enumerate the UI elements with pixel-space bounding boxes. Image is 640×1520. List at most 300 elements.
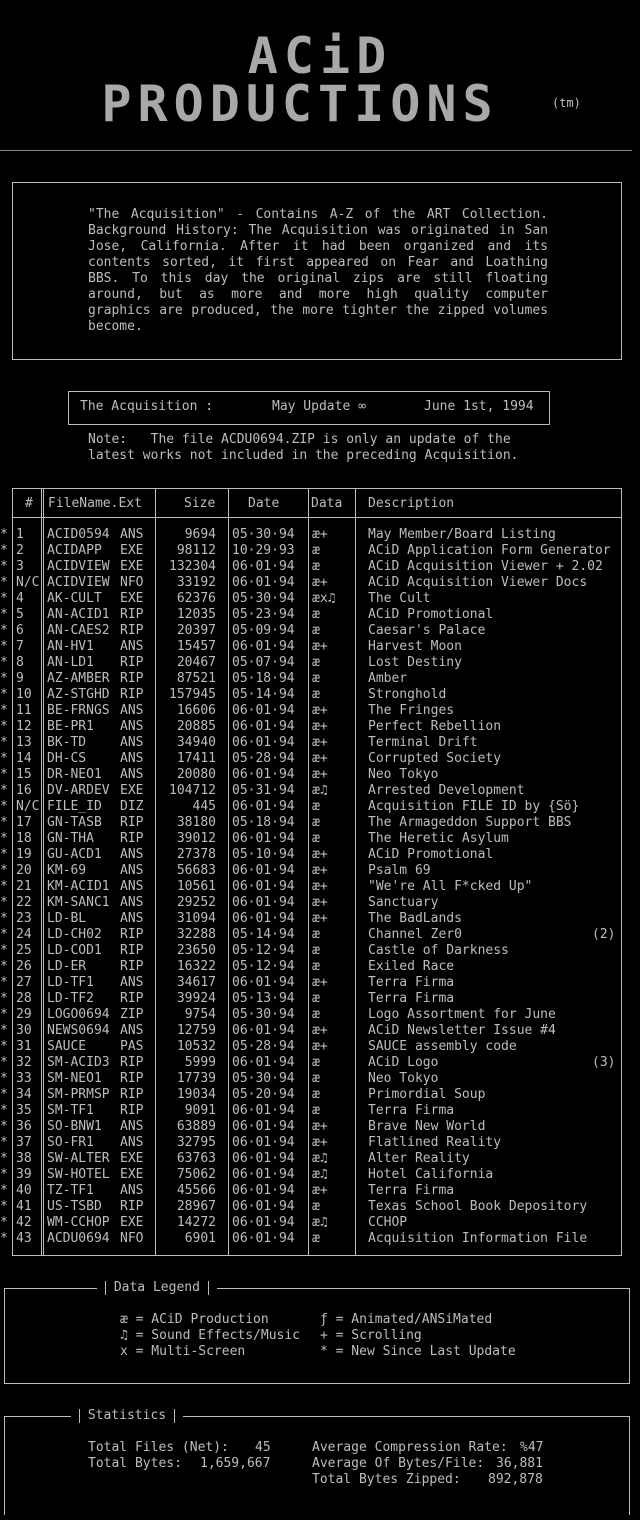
cell-desc: Neo Tokyo [368, 1071, 439, 1086]
cell-mark: * [0, 927, 8, 942]
header-num: # [25, 496, 33, 511]
cell-desc: ACiD Newsletter Issue #4 [368, 1023, 556, 1038]
legend-title-wrap [97, 1280, 217, 1295]
cell-desc: Logo Assortment for June [368, 1007, 556, 1022]
cell-desc: ACiD Logo [368, 1055, 439, 1070]
table-row [0, 831, 640, 847]
legend-item: x = Multi-Screen [120, 1344, 246, 1359]
table-row [0, 671, 640, 687]
cell-data: æ+ [312, 575, 328, 590]
cell-file: SM-TF1 [47, 1103, 94, 1118]
cell-ext: RIP [120, 1199, 144, 1214]
cell-num: 24 [16, 927, 32, 942]
cell-mark: * [0, 1007, 8, 1022]
cell-date: 05·12·94 [232, 943, 295, 958]
cell-date: 06·01·94 [232, 639, 295, 654]
cell-desc: Exiled Race [368, 959, 455, 974]
cell-desc: Stronghold [368, 687, 447, 702]
cell-mark: * [0, 1135, 8, 1150]
table-row [0, 623, 640, 639]
cell-data: æ+ [312, 703, 328, 718]
cell-data: æ [312, 831, 320, 846]
cell-date: 06·01·94 [232, 1199, 295, 1214]
cell-num: 30 [16, 1023, 32, 1038]
cell-data: æ+ [312, 767, 328, 782]
update-date: June 1st, 1994 [424, 399, 534, 414]
cell-file: ACID0594 [47, 527, 110, 542]
cell-data: æ+ [312, 735, 328, 750]
cell-ext: RIP [120, 1055, 144, 1070]
cell-desc: ACiD Application Form Generator [368, 543, 611, 558]
cell-size: 34940 [176, 735, 216, 750]
legend-box [4, 1280, 630, 1384]
cell-data: æ [312, 927, 320, 942]
cell-data: æ [312, 607, 320, 622]
cell-ext: DIZ [120, 799, 144, 814]
cell-ext: RIP [120, 1071, 144, 1086]
cell-ext: EXE [120, 783, 144, 798]
cell-data: æ+ [312, 847, 328, 862]
cell-mark: * [0, 1071, 8, 1086]
cell-desc: Terra Firma [368, 975, 455, 990]
total-files-value: 45 [255, 1440, 271, 1455]
cell-data: æ [312, 1103, 320, 1118]
table-row [0, 1007, 640, 1023]
cell-file: ACIDAPP [47, 543, 102, 558]
cell-mark: * [0, 527, 8, 542]
cell-size: 445 [192, 799, 216, 814]
cell-num: 14 [16, 751, 32, 766]
table-row [0, 799, 640, 815]
cell-num: 27 [16, 975, 32, 990]
cell-size: 28967 [176, 1199, 216, 1214]
cell-data: æ [312, 543, 320, 558]
cell-date: 05·28·94 [232, 751, 295, 766]
cell-mark: * [0, 639, 8, 654]
cell-date: 06·01·94 [232, 1167, 295, 1182]
cell-date: 05·28·94 [232, 1039, 295, 1054]
cell-mark: * [0, 1199, 8, 1214]
cell-num: 13 [16, 735, 32, 750]
cell-size: 62376 [176, 591, 216, 606]
cell-desc: Terra Firma [368, 1183, 455, 1198]
table-row [0, 591, 640, 607]
cell-file: LD-TF2 [47, 991, 94, 1006]
cell-num: 9 [16, 671, 24, 686]
table-row [0, 575, 640, 591]
table-row [0, 703, 640, 719]
cell-file: AN-CAES2 [47, 623, 110, 638]
cell-file: SAUCE [47, 1039, 87, 1054]
cell-ext: ANS [120, 1119, 144, 1134]
cell-data: æ [312, 1231, 320, 1246]
cell-ext: RIP [120, 991, 144, 1006]
cell-num: 21 [16, 879, 32, 894]
cell-num: 2 [16, 543, 24, 558]
cell-ext: RIP [120, 927, 144, 942]
cell-ext: ANS [120, 1135, 144, 1150]
header-size: Size [184, 496, 216, 511]
cell-num: 18 [16, 831, 32, 846]
cell-date: 10·29·93 [232, 543, 295, 558]
cell-ext: RIP [120, 607, 144, 622]
cell-data: æ+ [312, 895, 328, 910]
cell-num: N/C [16, 575, 40, 590]
cell-date: 05·18·94 [232, 671, 295, 686]
cell-desc: ACiD Acquisition Viewer Docs [368, 575, 588, 590]
cell-date: 06·01·94 [232, 719, 295, 734]
cell-desc: SAUCE assembly code [368, 1039, 517, 1054]
cell-desc: Hotel California [368, 1167, 494, 1182]
cell-mark: * [0, 543, 8, 558]
cell-size: 9694 [184, 527, 216, 542]
cell-date: 05·12·94 [232, 959, 295, 974]
cell-file: GU-ACD1 [47, 847, 102, 862]
header-separator [13, 517, 621, 518]
cell-data: æ [312, 687, 320, 702]
cell-num: 32 [16, 1055, 32, 1070]
cell-size: 27378 [176, 847, 216, 862]
cell-ext: ANS [120, 1023, 144, 1038]
cell-date: 06·01·94 [232, 1151, 295, 1166]
cell-size: 23650 [176, 943, 216, 958]
cell-file: ACIDVIEW [47, 575, 110, 590]
cell-ext: EXE [120, 1151, 144, 1166]
cell-desc: The Cult [368, 591, 431, 606]
cell-desc: Corrupted Society [368, 751, 502, 766]
cell-data: æ+ [312, 527, 328, 542]
table-row [0, 1087, 640, 1103]
cell-desc: Amber [368, 671, 408, 686]
cell-file: DV-ARDEV [47, 783, 110, 798]
cell-num: 7 [16, 639, 24, 654]
legend-item: æ = ACiD Production [120, 1312, 269, 1327]
cell-date: 06·01·94 [232, 831, 295, 846]
cell-mark: * [0, 1167, 8, 1182]
cell-size: 20397 [176, 623, 216, 638]
cell-date: 06·01·94 [232, 559, 295, 574]
cell-mark: * [0, 559, 8, 574]
cell-ext: NFO [120, 1231, 144, 1246]
cell-date: 06·01·94 [232, 1055, 295, 1070]
table-row [0, 975, 640, 991]
cell-ext: ANS [120, 911, 144, 926]
cell-num: 12 [16, 719, 32, 734]
cell-file: NEWS0694 [47, 1023, 110, 1038]
table-row [0, 959, 640, 975]
cell-size: 39012 [176, 831, 216, 846]
cell-extra: (3) [592, 1055, 616, 1070]
cell-data: æ♫ [312, 1215, 328, 1230]
cell-desc: Arrested Development [368, 783, 525, 798]
cell-file: AZ-STGHD [47, 687, 110, 702]
cell-file: SM-NEO1 [47, 1071, 102, 1086]
legend-item: ƒ = Animated/ANSiMated [320, 1312, 493, 1327]
cell-data: æ [312, 959, 320, 974]
cell-num: 25 [16, 943, 32, 958]
cell-date: 06·01·94 [232, 799, 295, 814]
cell-ext: ANS [120, 847, 144, 862]
cell-desc: The Fringes [368, 703, 455, 718]
cell-ext: RIP [120, 1103, 144, 1118]
cell-date: 06·01·94 [232, 1103, 295, 1118]
cell-num: 19 [16, 847, 32, 862]
cell-data: æ [312, 559, 320, 574]
table-row [0, 783, 640, 799]
cell-data: æ♫ [312, 1167, 328, 1182]
cell-mark: * [0, 831, 8, 846]
cell-data: æ♫ [312, 783, 328, 798]
cell-file: SM-PRMSP [47, 1087, 110, 1102]
cell-size: 10561 [176, 879, 216, 894]
cell-ext: ANS [120, 735, 144, 750]
cell-file: AK-CULT [47, 591, 102, 606]
cell-data: æ [312, 1055, 320, 1070]
cell-desc: ACiD Promotional [368, 607, 494, 622]
cell-num: 28 [16, 991, 32, 1006]
table-row [0, 1071, 640, 1087]
cell-mark: * [0, 1103, 8, 1118]
cell-data: æ+ [312, 1135, 328, 1150]
cell-file: LD-CH02 [47, 927, 102, 942]
cell-mark: * [0, 1215, 8, 1230]
cell-file: AN-HV1 [47, 639, 94, 654]
cell-num: 43 [16, 1231, 32, 1246]
cell-data: æ+ [312, 1119, 328, 1134]
cell-num: 20 [16, 863, 32, 878]
cell-mark: * [0, 1183, 8, 1198]
cell-num: 8 [16, 655, 24, 670]
table-row [0, 991, 640, 1007]
cell-ext: PAS [120, 1039, 144, 1054]
cell-mark: * [0, 991, 8, 1006]
cell-file: FILE_ID [47, 799, 102, 814]
cell-desc: Caesar's Palace [368, 623, 486, 638]
table-row [0, 847, 640, 863]
avg-bytes-value: 36,881 [496, 1456, 543, 1471]
cell-num: 26 [16, 959, 32, 974]
cell-size: 157945 [169, 687, 216, 702]
cell-data: æ+ [312, 975, 328, 990]
cell-mark: * [0, 847, 8, 862]
cell-mark: * [0, 1231, 8, 1246]
cell-size: 38180 [176, 815, 216, 830]
cell-desc: Psalm 69 [368, 863, 431, 878]
cell-mark: * [0, 1055, 8, 1070]
avg-rate-value: %47 [520, 1440, 544, 1455]
cell-file: ACIDVIEW [47, 559, 110, 574]
cell-file: BE-PR1 [47, 719, 94, 734]
cell-data: æ [312, 1087, 320, 1102]
cell-date: 06·01·94 [232, 1135, 295, 1150]
cell-desc: The Armageddon Support BBS [368, 815, 572, 830]
cell-file: LD-TF1 [47, 975, 94, 990]
table-row [0, 559, 640, 575]
cell-mark: * [0, 879, 8, 894]
cell-size: 17411 [176, 751, 216, 766]
cell-size: 87521 [176, 671, 216, 686]
cell-file: WM-CCHOP [47, 1215, 110, 1230]
cell-data: æ+ [312, 719, 328, 734]
cell-num: 34 [16, 1087, 32, 1102]
table-row [0, 815, 640, 831]
cell-num: 23 [16, 911, 32, 926]
cell-num: 29 [16, 1007, 32, 1022]
cell-size: 19034 [176, 1087, 216, 1102]
cell-desc: Brave New World [368, 1119, 486, 1134]
cell-mark: * [0, 783, 8, 798]
cell-data: æ+ [312, 639, 328, 654]
cell-ext: RIP [120, 831, 144, 846]
cell-desc: CCHOP [368, 1215, 408, 1230]
stats-title: Statistics [87, 1408, 167, 1423]
cell-num: 3 [16, 559, 24, 574]
table-row [0, 1135, 640, 1151]
header-data: Data [311, 496, 343, 511]
table-row [0, 1039, 640, 1055]
cell-size: 12759 [176, 1023, 216, 1038]
table-row [0, 1183, 640, 1199]
cell-data: æ♫ [312, 1151, 328, 1166]
cell-desc: The BadLands [368, 911, 462, 926]
cell-ext: ANS [120, 863, 144, 878]
cell-file: SM-ACID3 [47, 1055, 110, 1070]
header-date: Date [248, 496, 280, 511]
cell-desc: Terminal Drift [368, 735, 478, 750]
cell-desc: Perfect Rebellion [368, 719, 502, 734]
cell-data: æ [312, 799, 320, 814]
cell-num: 1 [16, 527, 24, 542]
cell-data: æ [312, 1007, 320, 1022]
cell-date: 06·01·94 [232, 767, 295, 782]
cell-num: 39 [16, 1167, 32, 1182]
cell-file: GN-TASB [47, 815, 102, 830]
cell-ext: ANS [120, 879, 144, 894]
cell-data: æx♫ [312, 591, 336, 606]
table-row [0, 1103, 640, 1119]
cell-mark: * [0, 1151, 8, 1166]
cell-file: DH-CS [47, 751, 87, 766]
cell-mark: * [0, 591, 8, 606]
stats-title-wrap [71, 1408, 183, 1423]
cell-size: 6901 [184, 1231, 216, 1246]
cell-desc: Terra Firma [368, 1103, 455, 1118]
cell-size: 15457 [176, 639, 216, 654]
cell-num: 15 [16, 767, 32, 782]
cell-mark: * [0, 703, 8, 718]
cell-num: 41 [16, 1199, 32, 1214]
table-row [0, 687, 640, 703]
cell-desc: Castle of Darkness [368, 943, 509, 958]
cell-num: 37 [16, 1135, 32, 1150]
cell-size: 9091 [184, 1103, 216, 1118]
cell-size: 45566 [176, 1183, 216, 1198]
table-row [0, 895, 640, 911]
cell-size: 16606 [176, 703, 216, 718]
cell-size: 56683 [176, 863, 216, 878]
cell-ext: ANS [120, 719, 144, 734]
cell-date: 05·20·94 [232, 1087, 295, 1102]
cell-ext: ANS [120, 751, 144, 766]
cell-file: LOGO0694 [47, 1007, 110, 1022]
cell-file: LD-COD1 [47, 943, 102, 958]
cell-data: æ+ [312, 879, 328, 894]
cell-mark: * [0, 767, 8, 782]
cell-date: 06·01·94 [232, 863, 295, 878]
cell-num: 10 [16, 687, 32, 702]
table-row [0, 927, 640, 943]
cell-data: æ+ [312, 1023, 328, 1038]
cell-size: 75062 [176, 1167, 216, 1182]
cell-size: 10532 [176, 1039, 216, 1054]
cell-desc: Sanctuary [368, 895, 439, 910]
total-files-label: Total Files (Net): [88, 1440, 229, 1455]
cell-ext: RIP [120, 815, 144, 830]
cell-data: æ+ [312, 1183, 328, 1198]
header-description: Description [368, 496, 455, 511]
table-row [0, 1199, 640, 1215]
cell-num: 33 [16, 1071, 32, 1086]
cell-size: 63889 [176, 1119, 216, 1134]
cell-size: 33192 [176, 575, 216, 590]
cell-size: 12035 [176, 607, 216, 622]
cell-size: 104712 [169, 783, 216, 798]
cell-mark: * [0, 607, 8, 622]
update-label: May Update ∞ [272, 399, 366, 414]
cell-mark: * [0, 1087, 8, 1102]
cell-num: 5 [16, 607, 24, 622]
note-line-2: latest works not included in the preceding Acquisition. [88, 448, 519, 463]
cell-size: 20885 [176, 719, 216, 734]
cell-mark: * [0, 687, 8, 702]
table-row [0, 607, 640, 623]
cell-date: 05·18·94 [232, 815, 295, 830]
cell-data: æ [312, 815, 320, 830]
avg-bytes-label: Average Of Bytes/File: [312, 1456, 485, 1471]
table-row [0, 1215, 640, 1231]
cell-size: 32288 [176, 927, 216, 942]
cell-date: 05·23·94 [232, 607, 295, 622]
cell-date: 06·01·94 [232, 703, 295, 718]
cell-size: 31094 [176, 911, 216, 926]
cell-date: 06·01·94 [232, 911, 295, 926]
cell-date: 05·30·94 [232, 591, 295, 606]
cell-ext: RIP [120, 959, 144, 974]
cell-size: 5999 [184, 1055, 216, 1070]
cell-desc: May Member/Board Listing [368, 527, 556, 542]
cell-date: 06·01·94 [232, 1023, 295, 1038]
cell-file: SO-FR1 [47, 1135, 94, 1150]
cell-num: 11 [16, 703, 32, 718]
cell-file: AN-LD1 [47, 655, 94, 670]
cell-file: LD-BL [47, 911, 87, 926]
cell-file: KM-ACID1 [47, 879, 110, 894]
cell-mark: * [0, 863, 8, 878]
cell-desc: Channel Zer0 [368, 927, 462, 942]
cell-file: KM-69 [47, 863, 87, 878]
cell-data: æ+ [312, 911, 328, 926]
cell-file: LD-ER [47, 959, 87, 974]
cell-ext: EXE [120, 591, 144, 606]
cell-desc: Terra Firma [368, 991, 455, 1006]
cell-date: 06·01·94 [232, 975, 295, 990]
cell-size: 16322 [176, 959, 216, 974]
cell-date: 06·01·94 [232, 735, 295, 750]
cell-mark: * [0, 1039, 8, 1054]
cell-data: æ+ [312, 751, 328, 766]
cell-desc: Flatlined Reality [368, 1135, 502, 1150]
cell-date: 06·01·94 [232, 1215, 295, 1230]
